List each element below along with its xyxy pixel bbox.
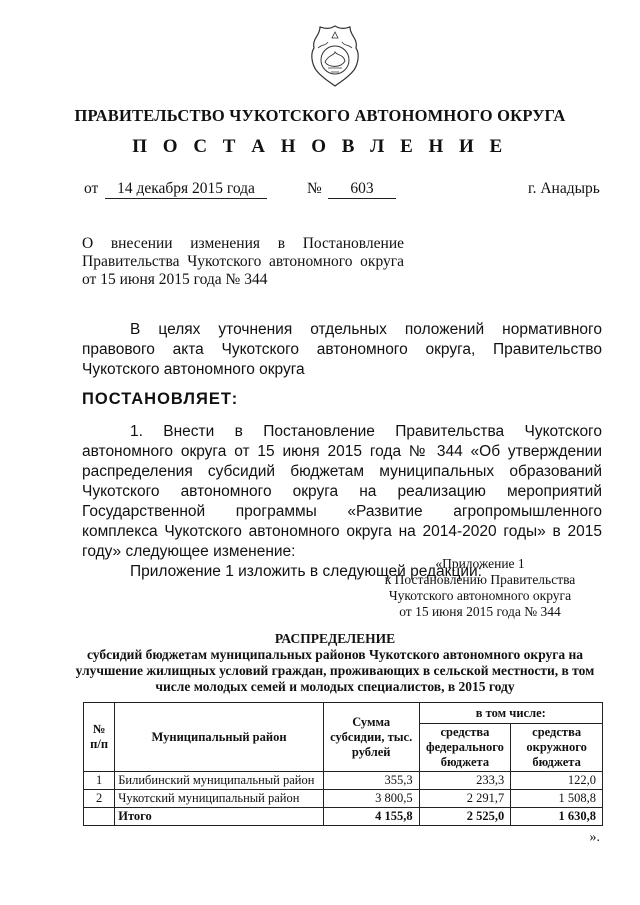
clause-1-text: 1. Внести в Постановление Правительства Чукотского автономного округа от 15 июня 2015 года № 344 «Об утверждении распределения субсидий бюджетам муниципальных образований Чукотского автономного округа на реализацию мероприятий Государственной программы «Развитие агропромышленного комплекса Чукотского автономного округа на 2014-2020 годы» в 2015 году» следующее изменение:: [82, 423, 602, 560]
table-row: [84, 772, 603, 790]
header-including: в том числе:: [419, 703, 602, 724]
date-prefix: от: [84, 180, 99, 197]
row-district: Чукотский муниципальный район: [115, 790, 324, 808]
coat-of-arms-emblem: [298, 24, 372, 88]
distribution-subtitle: субсидий бюджетам муниципальных районов Чукотского автономного округа на улучшение жилищных условий граждан, проживающих в сельской местности, в том числе молодых семей и молодых специалистов, в 2015 году: [75, 647, 595, 694]
row-federal: 2 291,7: [419, 790, 511, 808]
subject-line-3: от 15 июня 2015 года № 344: [82, 271, 268, 288]
distribution-heading: [70, 631, 600, 695]
document-date: 14 декабря 2015 года: [105, 180, 267, 199]
header-federal: средства федерального бюджета: [419, 724, 511, 772]
document-city: г. Анадырь: [528, 180, 600, 197]
preamble: [82, 320, 602, 380]
document-type: П О С Т А Н О В Л Е Н И Е: [132, 136, 508, 157]
row-num: 2: [84, 790, 115, 808]
government-name: ПРАВИТЕЛЬСТВО ЧУКОТСКОГО АВТОНОМНОГО ОКРУГА: [74, 106, 566, 125]
document-number: 603: [328, 180, 396, 199]
annex-line-2: к Постановлению Правительства: [384, 572, 576, 587]
subject-line-2: Правительства Чукотского автономного округа: [82, 253, 404, 270]
row-district: Билибинский муниципальный район: [115, 772, 324, 790]
number-sign: №: [307, 180, 322, 197]
document-subject: [82, 235, 404, 289]
subject-line-1: О внесении изменения в Постановление: [82, 235, 404, 252]
table-total-row: [84, 808, 603, 826]
total-sum: 4 155,8: [323, 808, 419, 826]
header-sum: Сумма субсидии, тыс. рублей: [323, 703, 419, 772]
row-federal: 233,3: [419, 772, 511, 790]
annex-line-4: от 15 июня 2015 года № 344: [399, 604, 561, 619]
total-regional: 1 630,8: [511, 808, 603, 826]
total-label: Итого: [115, 808, 324, 826]
row-regional: 122,0: [511, 772, 603, 790]
row-num: 1: [84, 772, 115, 790]
distribution-title: РАСПРЕДЕЛЕНИЕ: [274, 631, 396, 646]
row-sum: 3 800,5: [323, 790, 419, 808]
annex-line-3: Чукотского автономного округа: [388, 588, 572, 603]
annex-line-1: «Приложение 1: [435, 556, 525, 571]
header-regional: средства окружного бюджета: [511, 724, 603, 772]
closing-quote: ».: [589, 830, 600, 845]
header-district: Муниципальный район: [115, 703, 324, 772]
row-regional: 1 508,8: [511, 790, 603, 808]
annex-reference: [360, 556, 600, 620]
table-row: [84, 790, 603, 808]
header-num: № п/п: [84, 703, 115, 772]
clause-1-sub: Приложение 1 изложить в следующей редакции:: [130, 563, 482, 580]
total-num-cell: [84, 808, 115, 826]
resolve-heading: ПОСТАНОВЛЯЕТ:: [82, 390, 239, 408]
subsidy-table: [83, 702, 603, 826]
preamble-text: В целях уточнения отдельных положений нормативного правового акта Чукотского автономного округа, Правительство Чукотского автономного округа: [82, 321, 602, 378]
table-header-row: [84, 703, 603, 724]
total-federal: 2 525,0: [419, 808, 511, 826]
row-sum: 355,3: [323, 772, 419, 790]
